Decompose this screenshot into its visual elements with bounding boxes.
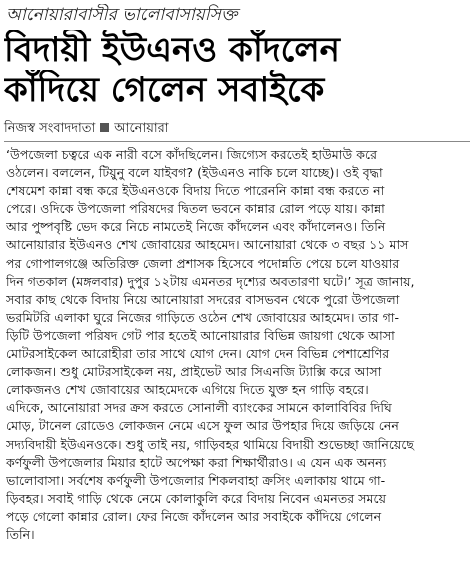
body-line: কর্ণফুলী উপজেলার মিয়ার হাটে অপেক্ষা করা শিক্ষার্থীরাও। এ যেন এক অনন্য (6, 454, 387, 470)
body-line: ভালোবাসা। সর্বশেষ কর্ণফুলী উপজেলার শিকলবাহা ক্রসিং এলাকায় থামে গা- (6, 472, 386, 488)
body-line: তিনি। (6, 526, 35, 542)
body-line: ড়িটি উপজেলা পরিষদ গেট পার হতেই আনোয়ারার বিভিন্ন জায়গা থেকে আসা (6, 327, 395, 343)
body-line: পড়ে গেলো কান্নার রোল। ফের নিজে কাঁদলেন আর সবাইকে কাঁদিয়ে গেলেন (6, 508, 382, 524)
article-kicker: আনোয়ারাবাসীর ভালোবাসায়সিক্ত (6, 5, 238, 25)
body-line: লোকজনও শেখ জোবায়ের আহমেদকে এগিয়ে দিতে যুক্ত হন গাড়ি বহরে। (6, 382, 369, 398)
body-line: আনোয়ারার ইউএনও শেখ জোবায়ের আহমেদ। আনোয়ারা থেকে ৩ বছর ১১ মাস (6, 237, 409, 253)
body-line: দিন গতকাল (মঙ্গলবার) দুপুর ১২টায় এমনতর দৃশ্যের অবতারণা ঘটে।’ সূত্র জানায়, (6, 273, 415, 289)
body-line: ওঠলেন। বললেন, টিয়ুনু বলে যাইবগ? (ইউএনও নাকি চলে যাচ্ছে)। ওই বৃদ্ধা (6, 165, 383, 181)
article-body (6, 146, 468, 544)
byline (4, 120, 470, 138)
body-line: পর গোপালগঞ্জে অতিরিক্ত জেলা প্রশাসক হিসেবে পদোন্নতি পেয়ে চলে যাওয়ার (6, 255, 400, 271)
body-line: আর পুষ্পবৃষ্টি ভেদ করে নিচে নামতেই নিজে কাঁদলেন এবং কাঁদালেনও। তিনি (6, 219, 386, 235)
body-line: পেরে। ওদিকে উপজেলা পরিষদের দ্বিতল ভবনে কান্নার রোল পড়ে যায়। কান্না (6, 201, 385, 217)
body-line: মোটরসাইকেল আরোহীরা তার সাথে যোগ দেন। যোগ দেন বিভিন্ন পেশাশ্রেণির (6, 346, 390, 362)
body-line: এদিকে, আনোয়ারা সদর ক্রস করতে সোনালী ব্যাংকের সামনে কালাবিবির দিঘি (6, 400, 392, 416)
body-line: লোকজন। শুধু মোটরসাইকেল নয়, প্রাইভেট আর সিএনজি ট্যাক্সি করে আসা (6, 364, 382, 380)
body-line: ড়িবহর। সবাই গাড়ি থেকে নেমে কোলাকুলি করে বিদায় নিবেন এমনতর সময়ে (6, 490, 386, 506)
body-line: শেষমেশ কান্না বন্ধ করে ইউএনওকে বিদায় দিতে পারেননি কান্না বন্ধ করতে না (6, 183, 385, 199)
body-line: ভরমিটরি এলাকা ঘুরে নিজের গাড়িতে ওঠেন শেখ জোবায়ের আহমেদ। তার গা- (6, 309, 400, 325)
byline-reporter: নিজস্ব সংবাদদাতা (4, 121, 96, 136)
headline-line-2: কাঁদিয়ে গেলেন সবাইকে (4, 70, 325, 110)
square-separator-icon (100, 123, 109, 132)
article-headline (4, 30, 470, 110)
headline-line-1: বিদায়ী ইউএনও কাঁদলেন (4, 30, 340, 70)
body-line: মোড়, টানেল রোডেও লোকজন নেমে এসে ফুল আর উপহার দিয়ে জড়িয়ে নেন (6, 418, 399, 434)
byline-divider (4, 141, 470, 142)
body-line: সদ্যবিদায়ী ইউএনওকে। শুধু তাই নয়, গাড়িবহর থামিয়ে বিদায়ী শুভেচ্ছা জানিয়েছে (6, 436, 415, 452)
body-line: সবার কাছ থেকে বিদায় নিয়ে আনোয়ারা সদরের বাসভবন থেকে পুরো উপজেলা (6, 291, 400, 307)
body-line: ‘উপজেলা চত্বরে এক নারী বসে কাঁদছিলেন। জিগ্যেস করতেই হাউমাউ করে (6, 147, 378, 162)
byline-location: আনোয়ারা (114, 121, 169, 136)
